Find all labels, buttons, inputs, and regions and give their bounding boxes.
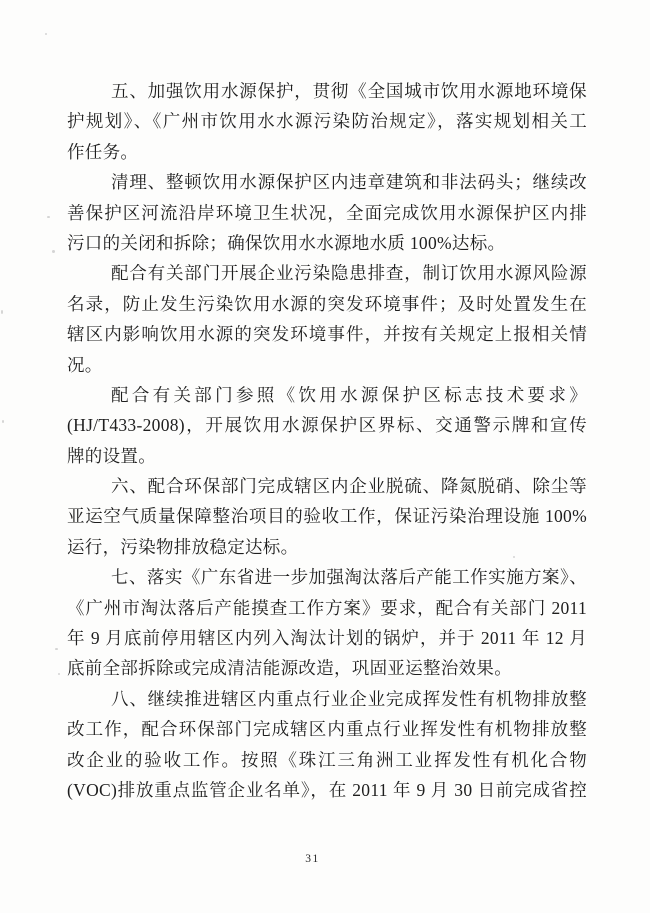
scan-speck	[2, 420, 4, 423]
paragraph	[67, 167, 587, 258]
scan-speck	[1, 310, 3, 314]
text-line: 亚运空气质量保障整治项目的验收工作，保证污染治理设施 100%	[67, 506, 587, 527]
paragraph	[67, 684, 587, 806]
scan-speck	[47, 216, 50, 218]
text-line: 《广州市淘汰落后产能摸查工作方案》要求，配合有关部门 2011	[67, 597, 587, 618]
text-line: 改工作，配合环保部门完成辖区内重点行业挥发性有机物排放整	[67, 719, 587, 740]
text-line: 改企业的验收工作。按照《珠江三角洲工业挥发性有机化合物	[67, 749, 587, 770]
text-line: 作任务。	[67, 141, 139, 162]
scan-speck	[52, 250, 55, 253]
text-line: 年 9 月底前停用辖区内列入淘汰计划的锅炉，并于 2011 年 12 月	[67, 628, 587, 649]
text-line: 辖区内影响饮用水源的突发环境事件，并按有关规定上报相关情	[67, 324, 587, 345]
text-line: 牌的设置。	[67, 445, 156, 466]
text-line: 七、落实《广东省进一步加强淘汰落后产能工作实施方案》、	[111, 567, 587, 588]
text-line: 护规划》、《广州市饮用水水源污染防治规定》，落实规划相关工	[67, 111, 587, 132]
text-line: 配合有关部门开展企业污染隐患排查，制订饮用水源风险源	[111, 263, 587, 284]
text-line: 污口的关闭和拆除；确保饮用水水源地水质 100%达标。	[67, 232, 506, 253]
page-number: 31	[305, 853, 320, 865]
document-body	[67, 76, 587, 805]
text-line: 底前全部拆除或完成清洁能源改造，巩固亚运整治效果。	[67, 658, 512, 679]
text-line: 运行，污染物排放稳定达标。	[67, 536, 299, 557]
paragraph	[67, 471, 587, 562]
scan-speck	[55, 648, 58, 650]
scan-speck	[58, 673, 60, 675]
text-line: (HJ/T433-2008)，开展饮用水源保护区界标、交通警示牌和宣传	[67, 415, 587, 436]
paragraph	[67, 76, 587, 167]
paragraph	[67, 380, 587, 471]
text-line: 五、加强饮用水源保护，贯彻《全国城市饮用水源地环境保	[111, 81, 587, 101]
text-line: 善保护区河流沿岸环境卫生状况，全面完成饮用水源保护区内排	[67, 202, 587, 223]
scan-speck	[45, 33, 47, 35]
text-line: 八、继续推进辖区内重点行业企业完成挥发性有机物排放整	[111, 688, 587, 709]
text-line: 名录，防止发生污染饮用水源的突发环境事件；及时处置发生在	[67, 293, 587, 314]
paragraph	[67, 562, 587, 684]
paragraph	[67, 258, 587, 380]
text-line: 配合有关部门参照《饮用水源保护区标志技术要求》	[111, 384, 587, 405]
text-line: 清理、整顿饮用水源保护区内违章建筑和非法码头；继续改	[111, 172, 587, 193]
text-line: (VOC)排放重点监管企业名单》，在 2011 年 9 月 30 日前完成省控	[67, 779, 587, 800]
text-line: 六、配合环保部门完成辖区内企业脱硫、降氮脱硝、除尘等	[111, 476, 587, 497]
text-line: 况。	[67, 354, 103, 375]
